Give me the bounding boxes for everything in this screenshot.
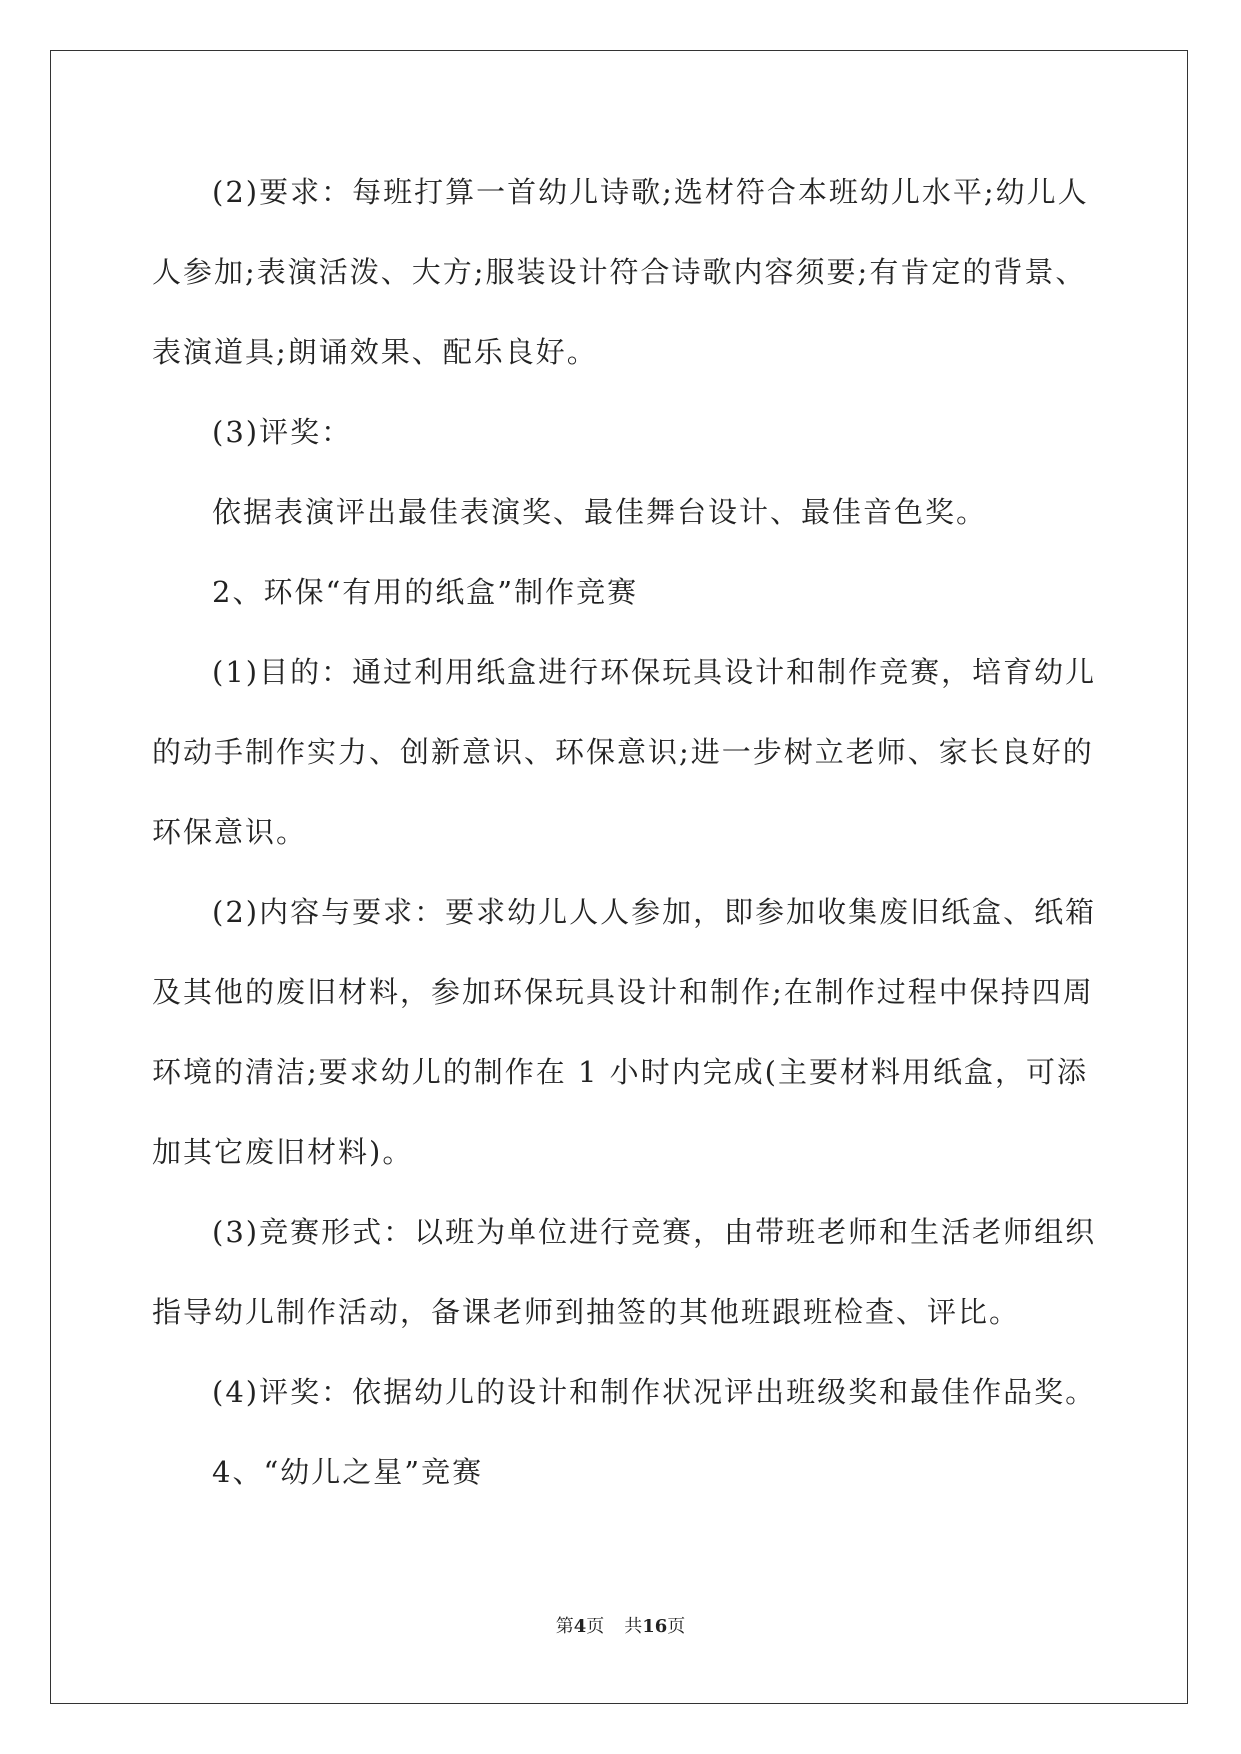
paragraph-line: 表演道具;朗诵效果、配乐良好。 — [152, 335, 598, 369]
page-total: 16 — [642, 1616, 668, 1637]
paragraph-line: 环境的清洁;要求幼儿的制作在 1 小时内完成(主要材料用纸盒，可添 — [152, 1055, 1088, 1089]
page-number: 4 — [573, 1616, 587, 1637]
total-label-prefix: 共 — [624, 1616, 643, 1637]
total-label-suffix: 页 — [667, 1616, 686, 1637]
paragraph-line: (3)评奖： — [212, 415, 353, 449]
paragraph-line: 环保意识。 — [152, 815, 308, 849]
paragraph-line: (3)竞赛形式：以班为单位进行竞赛，由带班老师和生活老师组织 — [212, 1215, 1097, 1249]
paragraph-line: 及其他的废旧材料，参加环保玩具设计和制作;在制作过程中保持四周 — [152, 975, 1094, 1009]
section-heading: 2、环保“有用的纸盒”制作竞赛 — [212, 575, 639, 609]
page-footer — [0, 1615, 1241, 1639]
page-label-suffix: 页 — [586, 1616, 605, 1637]
paragraph-line: (2)要求：每班打算一首幼儿诗歌;选材符合本班幼儿水平;幼儿人 — [212, 175, 1089, 209]
paragraph-line: 依据表演评出最佳表演奖、最佳舞台设计、最佳音色奖。 — [212, 495, 988, 529]
paragraph-line: (1)目的：通过利用纸盒进行环保玩具设计和制作竞赛，培育幼儿 — [212, 655, 1097, 689]
paragraph-line: (2)内容与要求：要求幼儿人人参加，即参加收集废旧纸盒、纸箱 — [212, 895, 1097, 929]
paragraph-line: 指导幼儿制作活动，备课老师到抽签的其他班跟班检查、评比。 — [152, 1295, 1021, 1329]
section-heading: 4、“幼儿之星”竞赛 — [212, 1455, 484, 1489]
paragraph-line: 人参加;表演活泼、大方;服装设计符合诗歌内容须要;有肯定的背景、 — [152, 255, 1087, 289]
paragraph-line: 的动手制作实力、创新意识、环保意识;进一步树立老师、家长良好的 — [152, 735, 1094, 769]
paragraph-line: 加其它废旧材料)。 — [152, 1135, 414, 1169]
page-label-prefix: 第 — [555, 1616, 574, 1637]
paragraph-line: (4)评奖：依据幼儿的设计和制作状况评出班级奖和最佳作品奖。 — [212, 1375, 1097, 1409]
